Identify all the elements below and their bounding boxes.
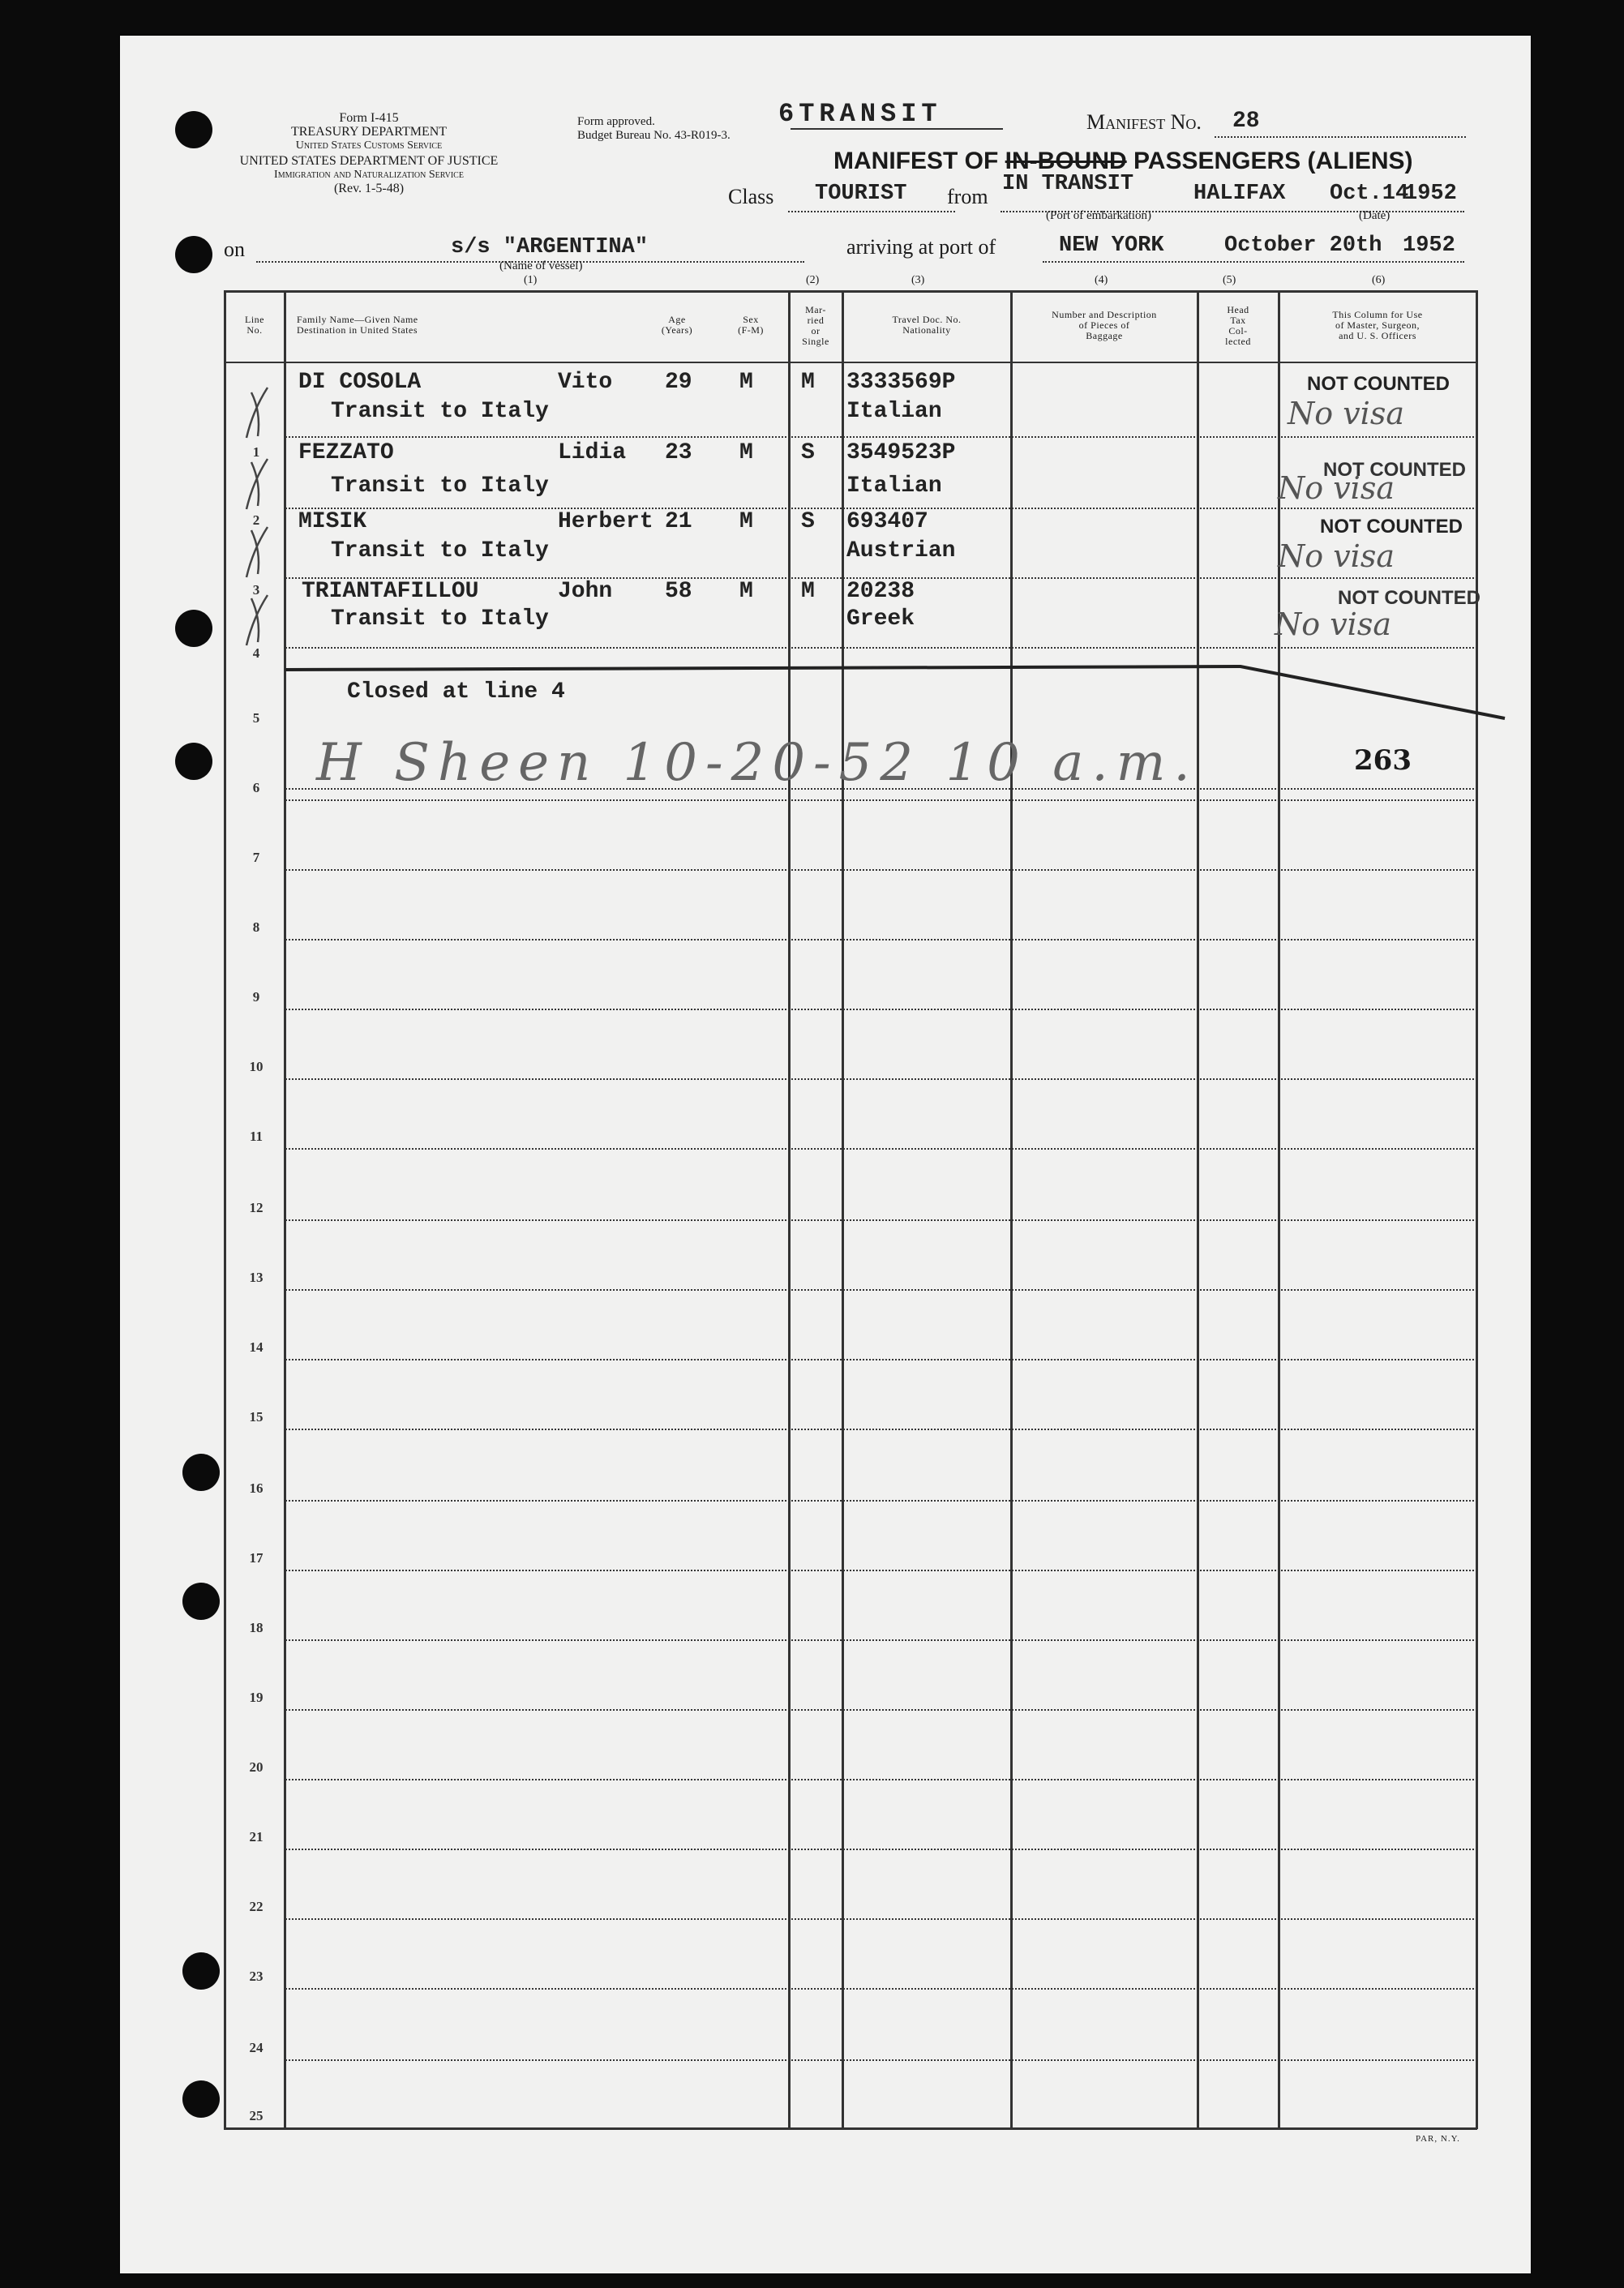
officer-signature: H Sheen 10-20-52 10 a.m. <box>316 733 1198 793</box>
header-married-4: Single <box>802 336 829 347</box>
travel-doc: 3333569P <box>846 370 956 395</box>
approval-line-1: Form approved. <box>577 115 655 128</box>
travel-doc: 20238 <box>846 579 915 604</box>
ruled-line <box>285 1779 1474 1780</box>
justice-department: UNITED STATES DEPARTMENT OF JUSTICE <box>239 154 499 168</box>
line-number: 6 <box>252 780 260 795</box>
ruled-line <box>285 799 1474 801</box>
handwritten-note: No visa <box>1278 538 1395 574</box>
header-sex-2: (F-M) <box>738 324 764 336</box>
header-age-1: Age <box>668 314 686 325</box>
col-number-3: (3) <box>911 274 925 286</box>
nationality: Austrian <box>846 538 956 563</box>
line-number: 8 <box>252 919 260 935</box>
title-prefix: MANIFEST OF <box>833 148 999 174</box>
port-caption: (Port of embarkation) <box>1046 209 1151 222</box>
in-transit-label: IN TRANSIT <box>1002 172 1134 196</box>
header-travel-doc-1: Travel Doc. No. <box>892 314 962 325</box>
ruled-line <box>285 869 1474 871</box>
revision: (Rev. 1-5-48) <box>333 182 405 195</box>
ruled-line <box>285 2127 1474 2129</box>
ruled-line <box>285 1359 1474 1360</box>
approval-line-2: Budget Bureau No. 43-R019-3. <box>577 129 731 142</box>
arriving-label: arriving at port of <box>846 235 996 259</box>
line-number: 12 <box>249 1200 264 1215</box>
line-number: 16 <box>249 1480 264 1496</box>
family-name: FEZZATO <box>298 440 394 465</box>
line-number: 5 <box>252 710 260 726</box>
header-sex-1: Sex <box>743 314 759 325</box>
col-number-1: (1) <box>524 274 538 286</box>
ruled-line <box>285 1918 1474 1920</box>
ruled-line <box>285 1500 1474 1502</box>
line-number: 22 <box>249 1899 264 1914</box>
ruled-line <box>285 1709 1474 1711</box>
line-number: 1 <box>252 444 260 460</box>
header-head-tax-4: lected <box>1225 336 1251 347</box>
status-stamp: NOT COUNTED <box>1338 587 1480 609</box>
ruled-line <box>285 1988 1474 1990</box>
header-age-2: (Years) <box>661 324 693 336</box>
col-number-6: (6) <box>1372 274 1386 286</box>
line-number: 4 <box>252 645 260 661</box>
family-name: DI COSOLA <box>298 370 422 395</box>
vessel-name: s/s "ARGENTINA" <box>451 235 649 259</box>
married: S <box>801 509 815 534</box>
on-label: on <box>224 238 245 261</box>
handwritten-note: No visa <box>1288 396 1404 431</box>
married: S <box>801 440 815 465</box>
line-number: 24 <box>249 2040 264 2055</box>
header-baggage-3: Baggage <box>1086 330 1123 341</box>
header-head-tax-2: Tax <box>1230 315 1246 326</box>
treasury-department: TREASURY DEPARTMENT <box>290 125 448 139</box>
arrival-year: 1952 <box>1403 234 1455 258</box>
ruled-line <box>285 1639 1474 1641</box>
arrival-date: October 20th <box>1224 234 1382 258</box>
header-baggage-2: of Pieces of <box>1078 319 1130 331</box>
status-stamp: NOT COUNTED <box>1320 516 1463 538</box>
ruled-line <box>285 1570 1474 1571</box>
married: M <box>801 579 815 604</box>
ruled-line <box>285 1219 1474 1221</box>
destination: Transit to Italy <box>331 538 549 563</box>
class-value: TOURIST <box>815 182 907 206</box>
given-name: John <box>558 579 613 604</box>
from-port-value: HALIFAX <box>1193 182 1286 206</box>
destination: Transit to Italy <box>331 473 549 499</box>
col-number-2: (2) <box>806 274 820 286</box>
travel-doc: 693407 <box>846 509 928 534</box>
line-number: 7 <box>252 850 260 865</box>
title-struck-word: IN-BOUND <box>1005 148 1127 174</box>
ins-service: Immigration and Naturalization Service <box>274 169 464 181</box>
date-caption: (Date) <box>1359 209 1390 222</box>
header-name-1: Family Name—Given Name <box>297 314 418 325</box>
line-number: 17 <box>249 1550 264 1566</box>
embark-date-value: Oct.14 <box>1330 182 1409 206</box>
form-number: Form I-415 <box>339 111 399 125</box>
sex: M <box>739 579 753 604</box>
stamp-number: 263 <box>1354 744 1412 777</box>
line-number: 2 <box>252 512 260 528</box>
customs-service: United States Customs Service <box>295 139 443 152</box>
status-stamp: NOT COUNTED <box>1307 373 1450 395</box>
closed-note: Closed at line 4 <box>347 679 565 705</box>
ruled-line <box>285 1078 1474 1080</box>
line-number: 25 <box>249 2108 264 2123</box>
ruled-line <box>285 1289 1474 1291</box>
line-number: 11 <box>249 1129 264 1144</box>
married: M <box>801 370 815 395</box>
header-head-tax-3: Col- <box>1228 325 1248 336</box>
vessel-caption: (Name of vessel) <box>499 259 583 272</box>
ruled-line <box>285 2059 1474 2061</box>
header-married-3: or <box>811 325 821 336</box>
status-stamp: NOT COUNTED <box>1323 459 1466 481</box>
line-number: 15 <box>249 1409 264 1425</box>
header-line-no-2: No. <box>246 324 263 336</box>
ruled-line <box>285 1148 1474 1150</box>
title-suffix: PASSENGERS (ALIENS) <box>1133 148 1413 174</box>
col-number-5: (5) <box>1223 274 1236 286</box>
transit-stamp: 6TRANSIT <box>778 99 942 129</box>
line-number: 23 <box>249 1969 264 1984</box>
line-number: 13 <box>249 1270 264 1285</box>
given-name: Lidia <box>558 440 627 465</box>
age: 58 <box>665 579 692 604</box>
ruled-line <box>285 1849 1474 1850</box>
header-married-2: ried <box>807 315 825 326</box>
travel-doc: 3549523P <box>846 440 956 465</box>
class-label: Class <box>728 185 774 208</box>
manifest-no-label: Manifest No. <box>1086 110 1202 134</box>
ruled-line <box>285 788 1474 790</box>
from-label: from <box>947 185 988 208</box>
family-name: MISIK <box>298 509 367 534</box>
line-number: 20 <box>249 1759 264 1775</box>
age: 29 <box>665 370 692 395</box>
header-baggage-1: Number and Description <box>1052 309 1157 320</box>
line-number: 18 <box>249 1620 264 1635</box>
ruled-line <box>285 939 1474 940</box>
destination: Transit to Italy <box>331 399 549 424</box>
family-name: TRIANTAFILLOU <box>302 579 479 604</box>
handwritten-note: No visa <box>1278 470 1395 506</box>
sex: M <box>739 509 753 534</box>
header-officers-2: of Master, Surgeon, <box>1335 319 1420 331</box>
nationality: Italian <box>846 473 942 499</box>
header-officers-1: This Column for Use <box>1332 309 1423 320</box>
header-travel-doc-2: Nationality <box>902 324 951 336</box>
age: 23 <box>665 440 692 465</box>
printer-mark: PAR, N.Y. <box>1416 2134 1460 2144</box>
line-number: 3 <box>252 582 260 598</box>
handwritten-note: No visa <box>1275 606 1391 642</box>
ruled-line <box>285 1009 1474 1010</box>
embark-year-value: 1952 <box>1404 182 1457 206</box>
given-name: Vito <box>558 370 613 395</box>
age: 21 <box>665 509 692 534</box>
sex: M <box>739 440 753 465</box>
header-officers-3: and U. S. Officers <box>1339 330 1416 341</box>
line-number: 10 <box>249 1059 264 1074</box>
header-name-2: Destination in United States <box>297 324 418 336</box>
line-number: 19 <box>249 1690 264 1705</box>
line-number: 21 <box>249 1829 264 1845</box>
given-name: Herbert <box>558 509 653 534</box>
nationality: Greek <box>846 606 915 632</box>
col-number-4: (4) <box>1095 274 1108 286</box>
arrival-port: NEW YORK <box>1059 234 1164 258</box>
line-number: 14 <box>249 1339 264 1355</box>
header-head-tax-1: Head <box>1227 304 1249 315</box>
nationality: Italian <box>846 399 942 424</box>
line-number: 9 <box>252 989 260 1005</box>
destination: Transit to Italy <box>331 606 549 632</box>
ruled-line <box>285 1429 1474 1430</box>
manifest-no-value: 28 <box>1232 109 1260 134</box>
sex: M <box>739 370 753 395</box>
header-line-no-1: Line <box>245 314 264 325</box>
header-married-1: Mar- <box>805 304 826 315</box>
